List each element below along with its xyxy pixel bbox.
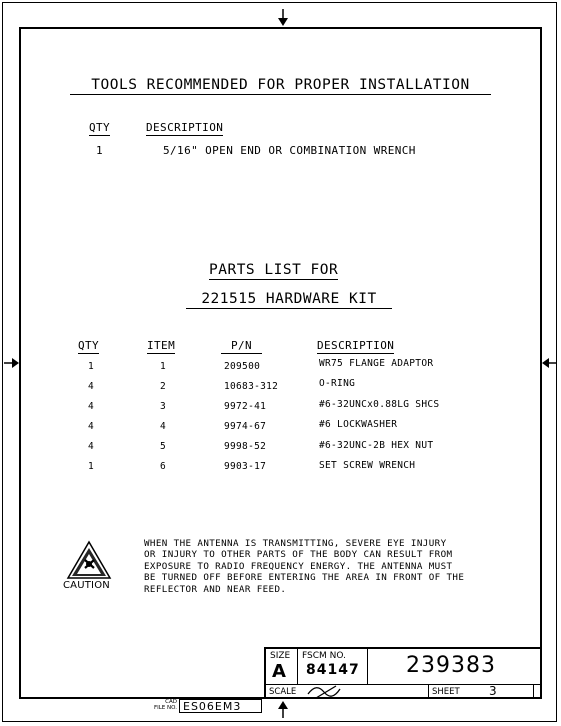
row-part-number: 9903-17 [224,461,267,472]
cad-label-line2: FILE NO. [153,705,177,711]
tools-title: TOOLS RECOMMENDED FOR PROPER INSTALLATION [70,77,491,95]
row-description: #6-32UNC-2B HEX NUT [319,440,434,451]
row-item: 5 [160,441,167,452]
drawing-number: 239383 [406,653,496,678]
cad-file-label [147,699,177,711]
left-center-arrow-icon [4,356,20,370]
row-description: #6-32UNCx0.88LG SHCS [319,399,440,410]
tools-row-description: 5/16" OPEN END OR COMBINATION WRENCH [163,144,416,157]
tools-qty-header: QTY [89,121,111,134]
row-description: O-RING [319,378,356,389]
row-item: 1 [160,361,167,372]
sheet-value: 3 [489,684,497,698]
size-value: A [272,661,286,682]
scale-label: SCALE [269,687,297,697]
row-item: 3 [160,401,167,412]
fscm-label: FSCM NO. [302,651,346,661]
caution-text-line: EXPOSURE TO RADIO FREQUENCY ENERGY. THE ANTENNA MUST [144,560,453,572]
caution-text-line: WHEN THE ANTENNA IS TRANSMITTING, SEVERE EYE INJURY [144,538,447,549]
tools-description-header: DESCRIPTION [146,121,224,134]
cad-file-number: ES06EM3 [183,700,242,713]
row-description: WR75 FLANGE ADAPTOR [319,358,434,369]
row-qty: 4 [88,381,95,392]
size-label: SIZE [270,651,291,661]
caution-message [144,538,464,595]
caution-triangle-icon [66,540,112,580]
parts-title-line2: 221515 HARDWARE KIT [186,291,392,309]
row-item: 4 [160,421,167,432]
row-description: #6 LOCKWASHER [319,419,398,430]
cad-file-box [179,699,262,713]
parts-description-header: DESCRIPTION [317,339,395,352]
parts-item-header: ITEM [147,339,176,352]
row-qty: 1 [88,361,95,372]
row-part-number: 9998-52 [224,441,267,452]
caution-text-line: OR INJURY TO OTHER PARTS OF THE BODY CAN RESULT FROM [144,549,453,561]
row-item: 6 [160,461,167,472]
row-qty: 4 [88,401,95,412]
row-qty: 4 [88,421,95,432]
top-center-arrow-icon [276,9,290,27]
row-part-number: 9972-41 [224,401,267,412]
right-center-arrow-icon [541,356,557,370]
row-description: SET SCREW WRENCH [319,460,416,471]
row-part-number: 10683-312 [224,381,279,392]
parts-title-line1: PARTS LIST FOR [209,262,339,278]
cad-label-line1: CAD [165,699,177,705]
sheet-label: SHEET [432,687,460,697]
caution-label: CAUTION [63,580,110,591]
scale-nts-symbol-icon [306,685,346,699]
caution-text-line: REFLECTOR AND NEAR FEED. [144,583,287,595]
row-part-number: 209500 [224,361,261,372]
tools-row-qty: 1 [96,144,104,157]
caution-text-line: BE TURNED OFF BEFORE ENTERING THE AREA IN FRONT OF THE [144,572,465,584]
row-item: 2 [160,381,167,392]
row-part-number: 9974-67 [224,421,267,432]
row-qty: 4 [88,441,95,452]
row-qty: 1 [88,461,95,472]
parts-qty-header: QTY [78,339,100,352]
fscm-value: 84147 [306,662,360,678]
bottom-center-arrow-icon [276,700,290,718]
title-block [264,647,542,699]
parts-pn-header: P/N [221,339,262,354]
